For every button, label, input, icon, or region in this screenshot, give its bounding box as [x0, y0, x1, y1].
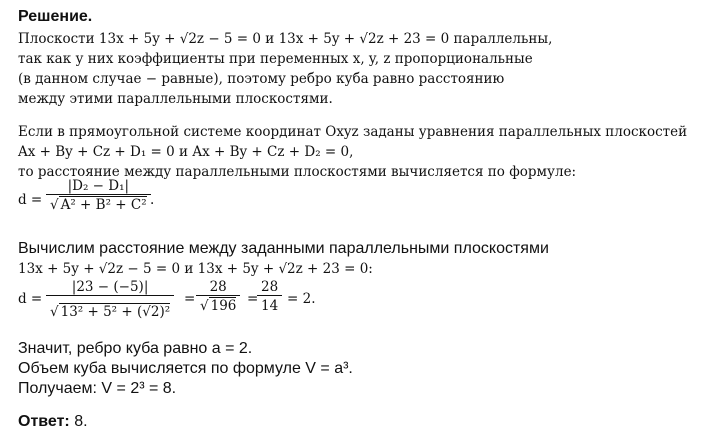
calc-denominator-1: 13² + 5² + (√2)² — [60, 304, 171, 320]
answer-label: Ответ: — [18, 413, 70, 430]
calc-planes: 13x + 5y + √2z − 5 = 0 и 13x + 5y + √2z + 23 = 0: — [18, 261, 373, 277]
para1-lead: Плоскости — [18, 31, 99, 47]
sqrt-icon: √ — [50, 197, 59, 213]
calc-numerator-2: 28 — [209, 279, 227, 295]
calc-numerator-3: 28 — [261, 279, 279, 295]
answer-value: 8. — [69, 413, 88, 430]
conclusion-line1: Значит, ребро куба равно a = 2. — [18, 340, 253, 357]
calc-fraction-3 — [257, 279, 282, 314]
para1-line3: (в данном случае − равные), поэтому ребро куба равно расстоянию — [18, 71, 505, 87]
calc-result: = 2. — [287, 291, 316, 307]
calc-denominator-2: 196 — [210, 298, 237, 314]
conclusion-line3: Получаем: V = 2³ = 8. — [18, 380, 177, 397]
formula-lhs: d = — [18, 192, 43, 208]
formula-denominator: A² + B² + C² — [60, 197, 147, 213]
calc-fraction-2 — [196, 279, 240, 314]
answer-line — [18, 413, 88, 431]
plane1-equation: 13x + 5y + √2z − 5 = 0 — [98, 31, 261, 47]
conjunction: и — [261, 31, 279, 47]
formula-numerator: |D₂ − D₁| — [67, 178, 130, 194]
para1-tail: параллельны, — [449, 31, 553, 47]
calc-equals-2: = — [247, 291, 259, 307]
calc-numerator-1: |23 − (−5)| — [71, 279, 149, 295]
solution-heading: Решение. — [18, 8, 93, 25]
sqrt-icon: √ — [50, 304, 59, 320]
para1-line4: между этими параллельными плоскостями. — [18, 91, 333, 107]
calc-equals-1: = — [184, 291, 196, 307]
calc-denominator-3: 14 — [257, 295, 282, 314]
calc-lhs: d = — [18, 291, 43, 307]
para2-line1: Если в прямоугольной системе координат Oxyz заданы уравнения параллельных плоскостей — [18, 124, 688, 140]
sqrt-icon: √ — [200, 298, 209, 314]
conclusion-line2: Объем куба вычисляется по формуле V = a³. — [18, 360, 353, 377]
distance-formula-fraction — [46, 178, 151, 213]
calc-fraction-1 — [46, 279, 174, 320]
formula-end: . — [150, 192, 155, 208]
para2-line3: то расстояние между параллельными плоскостями вычисляется по формуле: — [18, 164, 577, 180]
para2-line2: Ax + By + Cz + D₁ = 0 и Ax + By + Cz + D₂ = 0, — [18, 144, 354, 160]
para1-line2: так как у них коэффициенты при переменных x, y, z пропорциональные — [18, 51, 533, 67]
plane2-equation: 13x + 5y + √2z + 23 = 0 — [278, 31, 450, 47]
calc-title: Вычислим расстояние между заданными параллельными плоскостями — [18, 240, 549, 257]
para1-line1 — [18, 31, 552, 47]
